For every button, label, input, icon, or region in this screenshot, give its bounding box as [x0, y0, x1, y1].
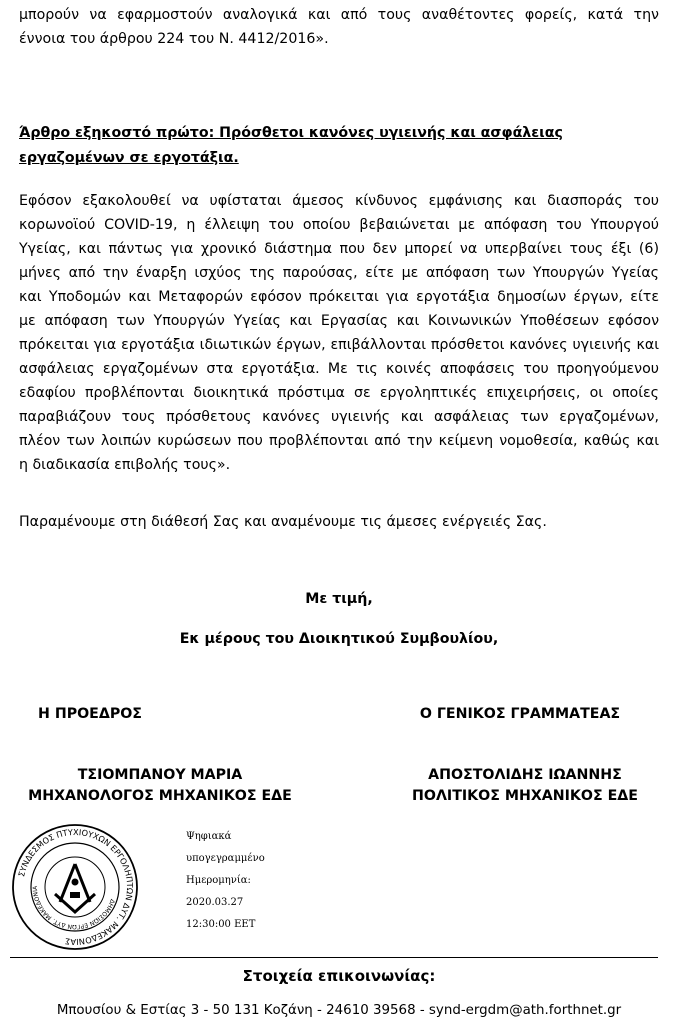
digital-signature-line: Ψηφιακά	[186, 831, 232, 842]
article-heading-line-1: Άρθρο εξηκοστό πρώτο: Πρόσθετοι κανόνες υγιεινής και ασφάλειας	[19, 125, 563, 141]
right-signatory-name: ΑΠΟΣΤΟΛΙΔΗΣ ΙΩΑΝΝΗΣ	[428, 767, 622, 783]
digital-signature-line: 2020.03.27	[186, 897, 244, 908]
body-line: και Υποδομών και Μεταφορών εφόσον πρόκειται για εργοτάξια δημοσίων έργων, είτε	[19, 289, 659, 305]
body-line: με απόφαση των Υπουργών Υγείας και Εργασίας και Κοινωνικών Υποθέσεων εφόσον	[19, 313, 659, 329]
association-seal	[10, 822, 140, 952]
right-signatory-role: Ο ΓΕΝΙΚΟΣ ΓΡΑΜΜΑΤΕΑΣ	[419, 706, 621, 722]
left-signatory-title: ΜΗΧΑΝΟΛΟΓΟΣ ΜΗΧΑΝΙΚΟΣ ΕΔΕ	[28, 788, 292, 804]
digital-signature-line: υπογεγραμμένο	[186, 853, 265, 864]
left-signatory-name: ΤΣΙΟΜΠΑΝΟΥ ΜΑΡΙΑ	[77, 767, 243, 783]
regards: Με τιμή,	[305, 591, 373, 607]
right-signatory-title: ΠΟΛΙΤΙΚΟΣ ΜΗΧΑΝΙΚΟΣ ΕΔΕ	[412, 788, 638, 804]
body-line: Εφόσον εξακολουθεί να υφίσταται άμεσος κίνδυνος εμφάνισης και διασποράς του	[19, 193, 659, 209]
seal-inner-text: ΔΗΜΟΣΙΩΝ ΕΡΓΩΝ ΔΥΤ. ΜΑΚΕΔΟΝΙΑ	[31, 885, 116, 931]
footer-divider	[10, 957, 658, 958]
on-behalf-line: Εκ μέρους του Διοικητικού Συμβουλίου,	[179, 631, 499, 647]
digital-signature-line: Ημερομηνία:	[186, 875, 251, 886]
body-line: κορωνοϊού COVID-19, η έλλειψη του οποίου βεβαιώνεται με απόφαση του Υπουργού	[19, 217, 659, 233]
body-line: πλέον των λοιπών κυρώσεων που προβλέπονται από την κείμενη νομοθεσία, καθώς και	[19, 433, 659, 449]
left-signatory-role: Η ΠΡΟΕΔΡΟΣ	[38, 706, 142, 722]
intro-line-2: έννοια του άρθρου 224 του Ν. 4412/2016».	[19, 31, 329, 47]
body-line: η διαδικασία επιβολής τους».	[19, 457, 231, 473]
footer-heading: Στοιχεία επικοινωνίας:	[242, 967, 436, 985]
body-line: παραβιάζουν τους πρόσθετους κανόνες υγιεινής και ασφάλειας των εργαζομένων,	[19, 409, 659, 425]
body-line: ασφάλειας εργαζομένων στα εργοτάξια. Με τις κοινές αποφάσεις του προηγούμενου	[19, 361, 659, 377]
footer-contact: Μπουσίου & Εστίας 3 - 50 131 Κοζάνη - 24610 39568 - synd-ergdm@ath.forthnet.gr	[56, 1003, 622, 1018]
seal-outer-text: ΣΥΝΔΕΣΜΟΣ ΠΤΥΧΙΟΥΧΩΝ ΕΡΓΟΛΗΠΤΩΝ ΔΥΤ. ΜΑΚΕΔΟΝΙΑΣ	[16, 826, 136, 948]
body-line: πρόκειται για εργοτάξια ιδιωτικών έργων, επιβάλλονται πρόσθετοι κανόνες υγιεινής και	[19, 337, 659, 353]
digital-signature-line: 12:30:00 EET	[186, 919, 256, 930]
body-line: Υγείας, και πάντως για χρονικό διάστημα που δεν μπορεί να υπερβαίνει τους έξι (6)	[19, 241, 659, 257]
article-heading-line-2: εργαζομένων σε εργοτάξια.	[19, 150, 239, 166]
body-line: μήνες από την έναρξη ισχύος της παρούσας, είτε με απόφαση των Υπουργών Υγείας	[19, 265, 659, 281]
closing-sentence: Παραμένουμε στη διάθεσή Σας και αναμένουμε τις άμεσες ενέργειές Σας.	[19, 514, 547, 530]
compass-square-icon	[55, 864, 95, 912]
body-line: εδαφίου προβλέπονται διοικητικά πρόστιμα σε εργοληπτικές επιχειρήσεις, οι οποίες	[19, 385, 659, 401]
intro-line-1: μπορούν να εφαρμοστούν αναλογικά και από τους αναθέτοντες φορείς, κατά την	[19, 7, 659, 23]
